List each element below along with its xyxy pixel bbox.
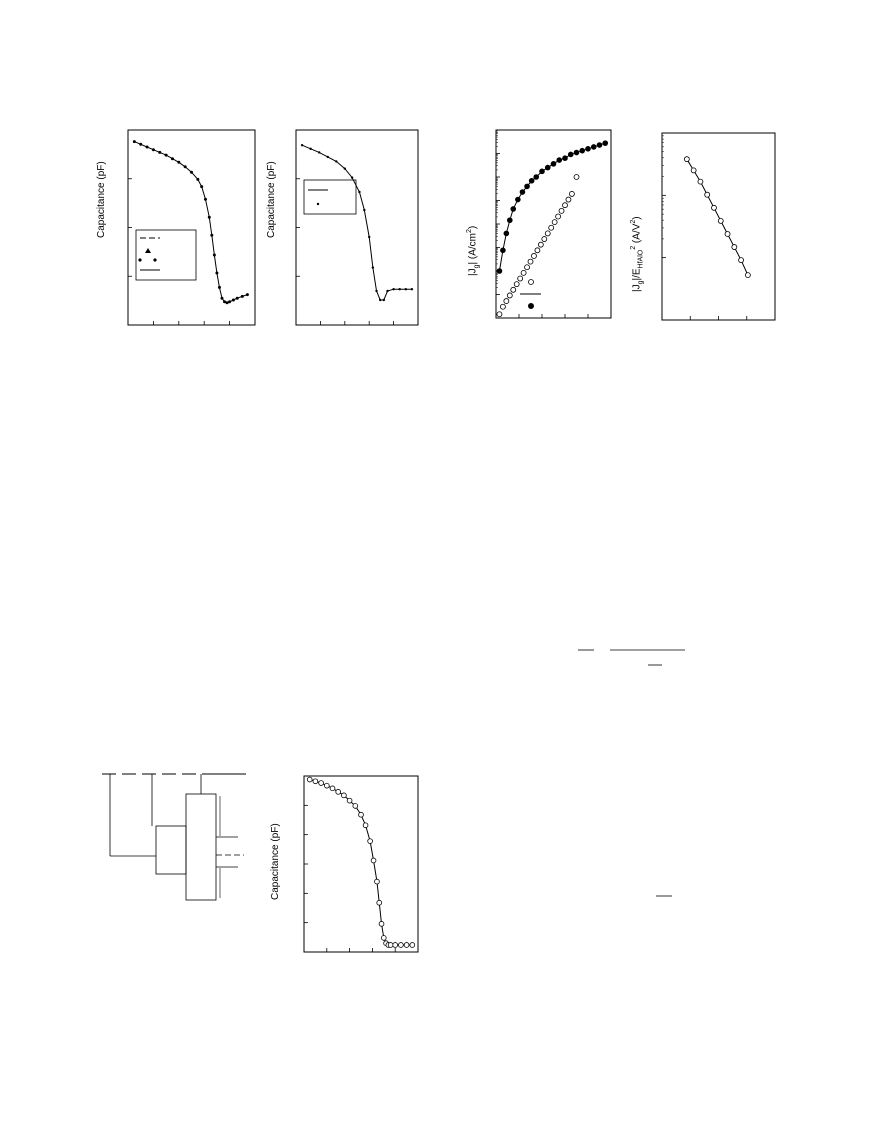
data-point: [698, 179, 703, 184]
fn-marks: [684, 157, 750, 278]
cv-legend-1: [136, 230, 196, 280]
high-k-oxide: [186, 794, 216, 900]
data-point: [371, 858, 376, 863]
cv-marks-2: [301, 144, 413, 301]
data-point: [739, 258, 744, 263]
data-point: [392, 288, 394, 290]
fn-label-sub2: HfAlO: [637, 249, 645, 269]
data-point: [521, 270, 526, 275]
jg-legend: [520, 280, 541, 310]
data-point: [568, 152, 574, 158]
data-point: [301, 144, 303, 146]
data-point: [533, 174, 539, 180]
data-point: [165, 154, 168, 157]
data-point: [152, 148, 155, 151]
cv-frame-2: [296, 130, 418, 325]
jg-label-sub: g: [473, 264, 481, 269]
data-point: [518, 276, 523, 281]
data-curve: [687, 159, 748, 275]
data-point: [520, 189, 526, 195]
data-point: [324, 783, 329, 788]
jg-panel: [448, 128, 618, 333]
data-point: [190, 171, 193, 174]
data-point: [574, 150, 580, 156]
data-curve: [302, 145, 412, 300]
data-point: [344, 167, 346, 169]
data-point: [529, 178, 535, 184]
cv-plot-3: [266, 772, 426, 958]
data-point: [497, 312, 502, 317]
data-point: [184, 165, 187, 168]
cv-ylabel-1: Capacitance (pF): [96, 161, 107, 238]
data-point: [399, 943, 404, 948]
data-point: [342, 793, 347, 798]
data-point: [379, 299, 381, 301]
cv-legend-2: [304, 180, 356, 214]
data-point: [318, 151, 320, 153]
data-point: [319, 781, 324, 786]
data-point: [388, 943, 393, 948]
data-point: [535, 248, 540, 253]
data-point: [228, 300, 231, 303]
cv-frame-3: [304, 776, 418, 952]
data-point: [528, 259, 533, 264]
data-point: [358, 191, 360, 193]
data-point: [208, 216, 211, 219]
data-point: [545, 165, 551, 171]
data-point: [531, 253, 536, 258]
data-point: [307, 777, 312, 782]
data-point: [330, 786, 335, 791]
fn-plot: [620, 128, 790, 333]
data-point: [241, 295, 244, 298]
data-point: [705, 192, 710, 197]
data-point: [379, 921, 384, 926]
data-point: [507, 217, 513, 223]
data-point: [504, 299, 509, 304]
data-point: [171, 157, 174, 160]
data-point: [691, 168, 696, 173]
fn-label-d: ): [631, 216, 643, 220]
jg-marks: [497, 140, 608, 316]
data-point: [711, 205, 716, 210]
data-point: [569, 191, 574, 196]
data-point: [745, 273, 750, 278]
data-point: [538, 242, 543, 247]
data-point: [139, 143, 142, 146]
data-point: [347, 798, 352, 803]
jg-label-a: |J: [467, 268, 479, 276]
data-point: [585, 146, 591, 152]
data-point: [718, 218, 723, 223]
data-point: [551, 161, 557, 167]
data-point: [542, 237, 547, 242]
data-point: [377, 900, 382, 905]
data-curve: [310, 780, 413, 945]
data-point: [368, 839, 373, 844]
data-point: [500, 248, 506, 254]
data-point: [196, 178, 199, 181]
jg-plot: [448, 128, 618, 333]
data-point: [556, 214, 561, 219]
data-point: [363, 823, 368, 828]
data-point: [684, 157, 689, 162]
data-point: [545, 231, 550, 236]
cv-panel-2: [262, 128, 432, 333]
data-point: [525, 265, 530, 270]
data-point: [393, 943, 398, 948]
data-point: [497, 268, 503, 274]
cv-marks-3: [307, 777, 414, 947]
cv-ticks-3: [304, 805, 395, 952]
fn-label-c: (A/V: [631, 223, 643, 246]
fn-label-sup1: 2: [630, 245, 637, 250]
data-point: [375, 879, 380, 884]
fn-ticks: [662, 136, 747, 320]
fn-label-a: |J: [631, 284, 643, 292]
data-point: [375, 290, 377, 292]
jg-ticks: [496, 131, 588, 318]
data-point: [309, 148, 311, 150]
cv-ylabel-3: Capacitance (pF): [270, 823, 281, 900]
data-point: [514, 282, 519, 287]
fn-label-sup2: 2: [630, 219, 637, 224]
data-point: [539, 169, 545, 175]
data-point: [500, 304, 505, 309]
data-point: [220, 297, 223, 300]
data-point: [313, 779, 318, 784]
cv-frame-1: [128, 130, 255, 325]
interlayer-oxide: [156, 826, 186, 874]
data-point: [335, 160, 337, 162]
cv-panel-1: [96, 128, 270, 333]
fn-label-b: |/E: [631, 268, 643, 281]
data-point: [368, 236, 370, 238]
data-point: [200, 185, 203, 188]
jg-label-c: ): [467, 225, 479, 230]
data-point: [399, 288, 401, 290]
data-point: [381, 936, 386, 941]
cv-plot-2: [262, 128, 432, 333]
data-point: [215, 272, 218, 275]
data-point: [351, 176, 353, 178]
data-point: [549, 225, 554, 230]
data-point: [562, 155, 568, 161]
data-point: [511, 287, 516, 292]
data-point: [218, 286, 221, 289]
data-point: [559, 208, 564, 213]
data-point: [574, 175, 579, 180]
data-point: [336, 789, 341, 794]
data-point: [383, 299, 385, 301]
data-point: [602, 140, 608, 146]
data-point: [327, 156, 329, 158]
data-point: [504, 231, 510, 237]
data-point: [158, 151, 161, 154]
data-point: [177, 161, 180, 164]
data-point: [597, 142, 603, 148]
jg-label-sup: 2: [466, 229, 473, 233]
data-point: [579, 148, 585, 154]
data-point: [404, 943, 409, 948]
fn-frame: [662, 133, 775, 320]
data-point: [405, 288, 407, 290]
data-point: [359, 812, 364, 817]
data-point: [236, 297, 239, 300]
data-point: [232, 299, 235, 302]
fn-label-sub1: g: [637, 280, 645, 285]
cv-panel-3: [266, 772, 426, 958]
data-point: [410, 943, 415, 948]
data-point: [213, 254, 216, 257]
data-point: [510, 206, 516, 212]
data-point: [210, 234, 213, 237]
data-point: [507, 293, 512, 298]
data-point: [386, 290, 388, 292]
data-point: [524, 184, 530, 190]
fn-panel: [620, 128, 790, 333]
data-point: [411, 288, 413, 290]
data-point: [725, 231, 730, 236]
data-point: [552, 220, 557, 225]
data-point: [363, 209, 365, 211]
data-point: [246, 293, 249, 296]
cv-plot-1: [100, 128, 270, 333]
data-point: [591, 144, 597, 150]
cv-ylabel-2: Capacitance (pF): [266, 161, 277, 238]
data-point: [353, 804, 358, 809]
data-point: [515, 197, 521, 203]
data-point: [146, 146, 149, 149]
data-point: [556, 157, 562, 163]
data-point: [563, 203, 568, 208]
data-point: [204, 198, 207, 201]
data-point: [133, 140, 136, 143]
data-point: [566, 197, 571, 202]
data-point: [372, 266, 374, 268]
data-point: [732, 245, 737, 250]
jg-label-b: | (A/cm: [467, 233, 479, 265]
